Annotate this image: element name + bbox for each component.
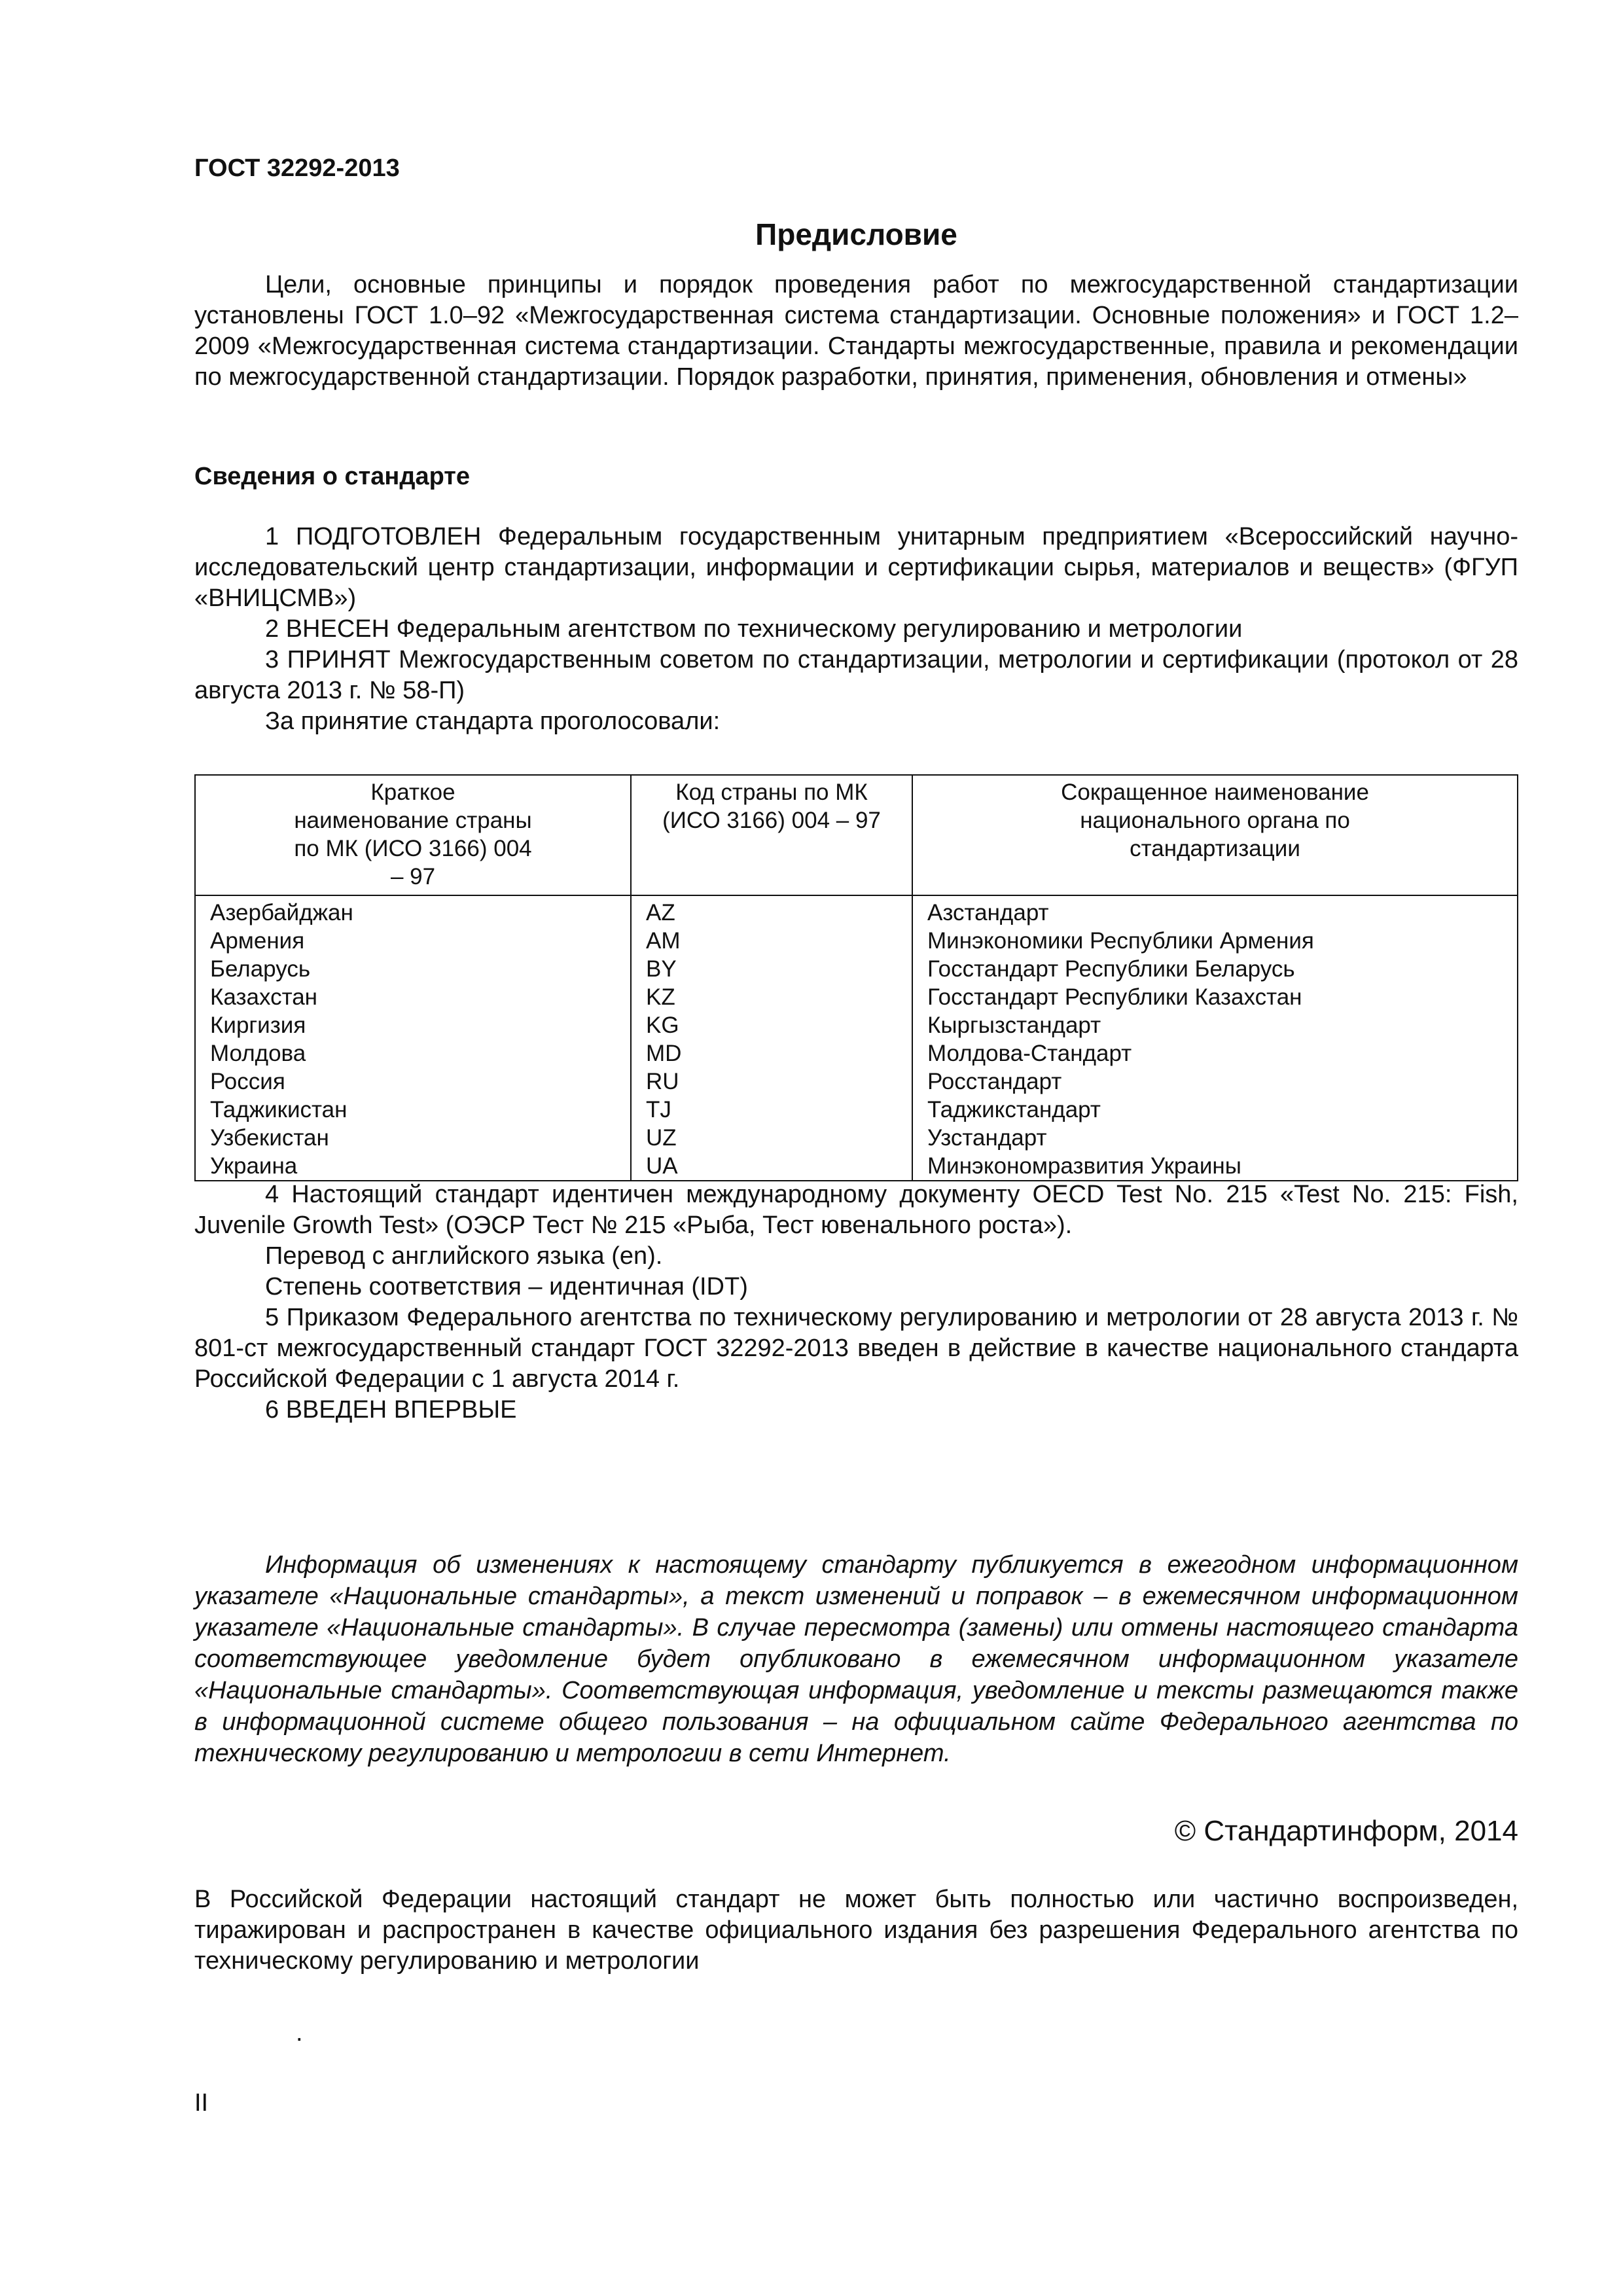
code-cell: MD: [631, 1039, 912, 1067]
authority-cell: Минэкономразвития Украины: [912, 1152, 1518, 1181]
authority-cell: Узстандарт: [912, 1124, 1518, 1152]
code-cell: UZ: [631, 1124, 912, 1152]
translation-line: Перевод с английского языка (en).: [265, 1242, 663, 1270]
stray-mark: .: [296, 2019, 303, 2047]
rights-paragraph: В Российской Федерации настоящий стандарт не может быть полностью или частично воспроизведен, тиражирован и распространен в качестве официального издания без разрешения Федерального агентства по техническому регулированию и метрологии: [194, 1886, 1518, 1975]
item-3-paragraph: 3 ПРИНЯТ Межгосударственным советом по стандартизации, метрологии и сертификации (протокол от 28 августа 2013 г. № 58-П): [194, 646, 1518, 704]
country-cell: Таджикистан: [195, 1096, 631, 1124]
copyright-line: © Стандартинформ, 2014: [1174, 1815, 1518, 1847]
country-cell: Россия: [195, 1067, 631, 1096]
authority-cell: Таджикстандарт: [912, 1096, 1518, 1124]
table-header-country: Краткое наименование страны по МК (ИСО 3166) 004 – 97: [195, 775, 631, 895]
code-cell: TJ: [631, 1096, 912, 1124]
country-cell: Узбекистан: [195, 1124, 631, 1152]
authority-cell: Молдова-Стандарт: [912, 1039, 1518, 1067]
item-2-paragraph: 2 ВНЕСЕН Федеральным агентством по техническому регулированию и метрологии: [265, 615, 1243, 643]
table-row: [195, 1039, 1518, 1067]
table-row: [195, 983, 1518, 1011]
item-4-paragraph: 4 Настоящий стандарт идентичен международному документу OECD Test No. 215 «Test No. 215: Fish, Juvenile Growth Test» (ОЭСР Тест № 215 «Рыба, Тест ювенального роста»).: [194, 1181, 1518, 1239]
member-states-table: [194, 774, 1518, 1181]
item-1-paragraph: 1 ПОДГОТОВЛЕН Федеральным государственным унитарным предприятием «Всероссийский научно-исследовательский центр стандартизации, информации и сертификации сырья, материалов и веществ» (ФГУП «ВНИЦСМВ»): [194, 523, 1518, 612]
changes-notice: Информация об изменениях к настоящему стандарту публикуется в ежегодном информационном указателе «Национальные стандарты», а текст изменений и поправок – в ежемесячном информационном указателе «Национальные стандарты». В случае пересмотра (замены) или отмены настоящего стандарта соответствующее уведомление будет опубликовано в ежемесячном информационном указателе «Национальные стандарты». Соответствующая информация, уведомление и тексты размещаются также в информационной системе общего пользования – на официальном сайте Федерального агентства по техническому регулированию и метрологии в сети Интернет.: [194, 1551, 1518, 1767]
code-cell: AM: [631, 927, 912, 955]
code-cell: RU: [631, 1067, 912, 1096]
intro-paragraph: Цели, основные принципы и порядок проведения работ по межгосударственной стандартизации установлены ГОСТ 1.0–92 «Межгосударственная система стандартизации. Основные положения» и ГОСТ 1.2–2009 «Межгосударственная система стандартизации. Стандарты межгосударственные, правила и рекомендации по межгосударственной стандартизации. Порядок разработки, принятия, применения, обновления и отмены»: [194, 271, 1518, 391]
code-cell: BY: [631, 955, 912, 983]
table-row: [195, 895, 1518, 927]
table-row: [195, 955, 1518, 983]
country-cell: Армения: [195, 927, 631, 955]
section-title: Сведения о стандарте: [194, 463, 471, 490]
table-header-authority: Сокращенное наименование национального органа по стандартизации: [912, 775, 1518, 895]
country-cell: Украина: [195, 1152, 631, 1181]
voted-line: За принятие стандарта проголосовали:: [265, 708, 721, 735]
authority-cell: Госстандарт Республики Казахстан: [912, 983, 1518, 1011]
table-row: [195, 1011, 1518, 1039]
table-row: [195, 1096, 1518, 1124]
page-number: II: [194, 2089, 209, 2117]
code-cell: UA: [631, 1152, 912, 1181]
authority-cell: Кыргызстандарт: [912, 1011, 1518, 1039]
document-id: ГОСТ 32292-2013: [194, 154, 400, 182]
item-5-paragraph: 5 Приказом Федерального агентства по техническому регулированию и метрологии от 28 августа 2013 г. № 801-ст межгосударственный стандарт ГОСТ 32292-2013 введен в действие в качестве национального стандарта Российской Федерации с 1 августа 2014 г.: [194, 1304, 1518, 1393]
table-row: [195, 1124, 1518, 1152]
country-cell: Киргизия: [195, 1011, 631, 1039]
table-row: [195, 1152, 1518, 1181]
authority-cell: Росстандарт: [912, 1067, 1518, 1096]
country-cell: Беларусь: [195, 955, 631, 983]
degree-line: Степень соответствия – идентичная (IDT): [265, 1273, 748, 1300]
country-cell: Азербайджан: [195, 895, 631, 927]
country-cell: Молдова: [195, 1039, 631, 1067]
code-cell: KG: [631, 1011, 912, 1039]
authority-cell: Госстандарт Республики Беларусь: [912, 955, 1518, 983]
table-row: [195, 1067, 1518, 1096]
table-header-code: Код страны по МК (ИСО 3166) 004 – 97: [631, 775, 912, 895]
authority-cell: Азстандарт: [912, 895, 1518, 927]
table-row: [195, 927, 1518, 955]
country-cell: Казахстан: [195, 983, 631, 1011]
code-cell: KZ: [631, 983, 912, 1011]
table-header-row: [195, 775, 1518, 895]
item-6-line: 6 ВВЕДЕН ВПЕРВЫЕ: [265, 1396, 517, 1424]
page-title: Предисловие: [755, 217, 957, 251]
authority-cell: Минэкономики Республики Армения: [912, 927, 1518, 955]
code-cell: AZ: [631, 895, 912, 927]
